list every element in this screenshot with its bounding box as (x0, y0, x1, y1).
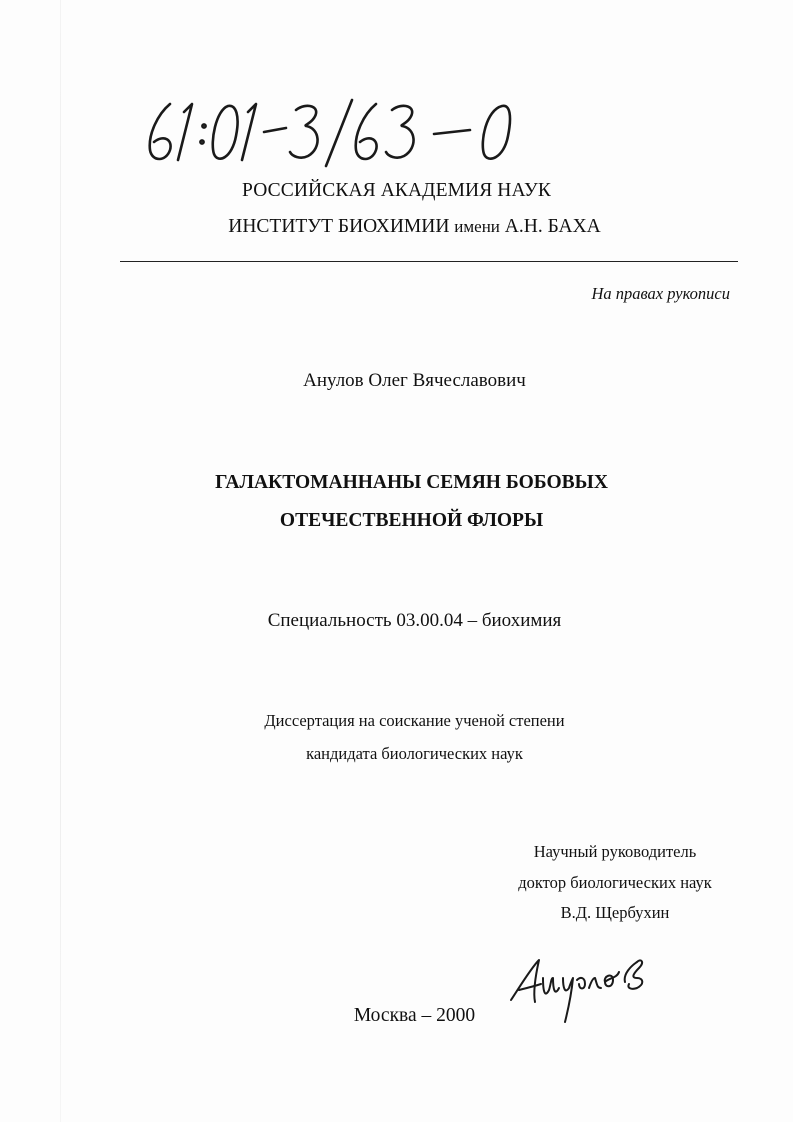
title-line-1: ГАЛАКТОМАННАНЫ СЕМЯН БОБОВЫХ (215, 472, 608, 493)
dissertation-line-2: кандидата биологических наук (306, 744, 523, 763)
author-name: Анулов Олег Вячеславович (303, 370, 526, 391)
handwritten-catalog-number (140, 92, 540, 172)
scan-edge-shadow (60, 0, 61, 1122)
institute-name (18, 216, 793, 238)
institute-main-text: ИНСТИТУТ БИОХИМИИ (228, 216, 455, 237)
manuscript-rights-note: На правах рукописи (591, 284, 730, 303)
supervisor-role: Научный руководитель (533, 842, 697, 861)
academy-name: РОССИЙСКАЯ АКАДЕМИЯ НАУК (242, 180, 551, 201)
header-divider (120, 261, 738, 262)
handwritten-number-drawing (140, 92, 540, 172)
supervisor-name: В.Д. Щербухин (560, 903, 670, 922)
dissertation-line-1: Диссертация на соискание ученой степени (264, 711, 565, 730)
supervisor-degree: доктор биологических наук (518, 873, 712, 892)
institute-person-name: А.Н. БАХА (499, 216, 601, 237)
title-line-2: ОТЕЧЕСТВЕННОЙ ФЛОРЫ (279, 510, 544, 531)
institute-small-text: имени (454, 217, 500, 236)
specialty: Специальность 03.00.04 – биохимия (267, 610, 562, 631)
city-year: Москва – 2000 (353, 1005, 476, 1026)
